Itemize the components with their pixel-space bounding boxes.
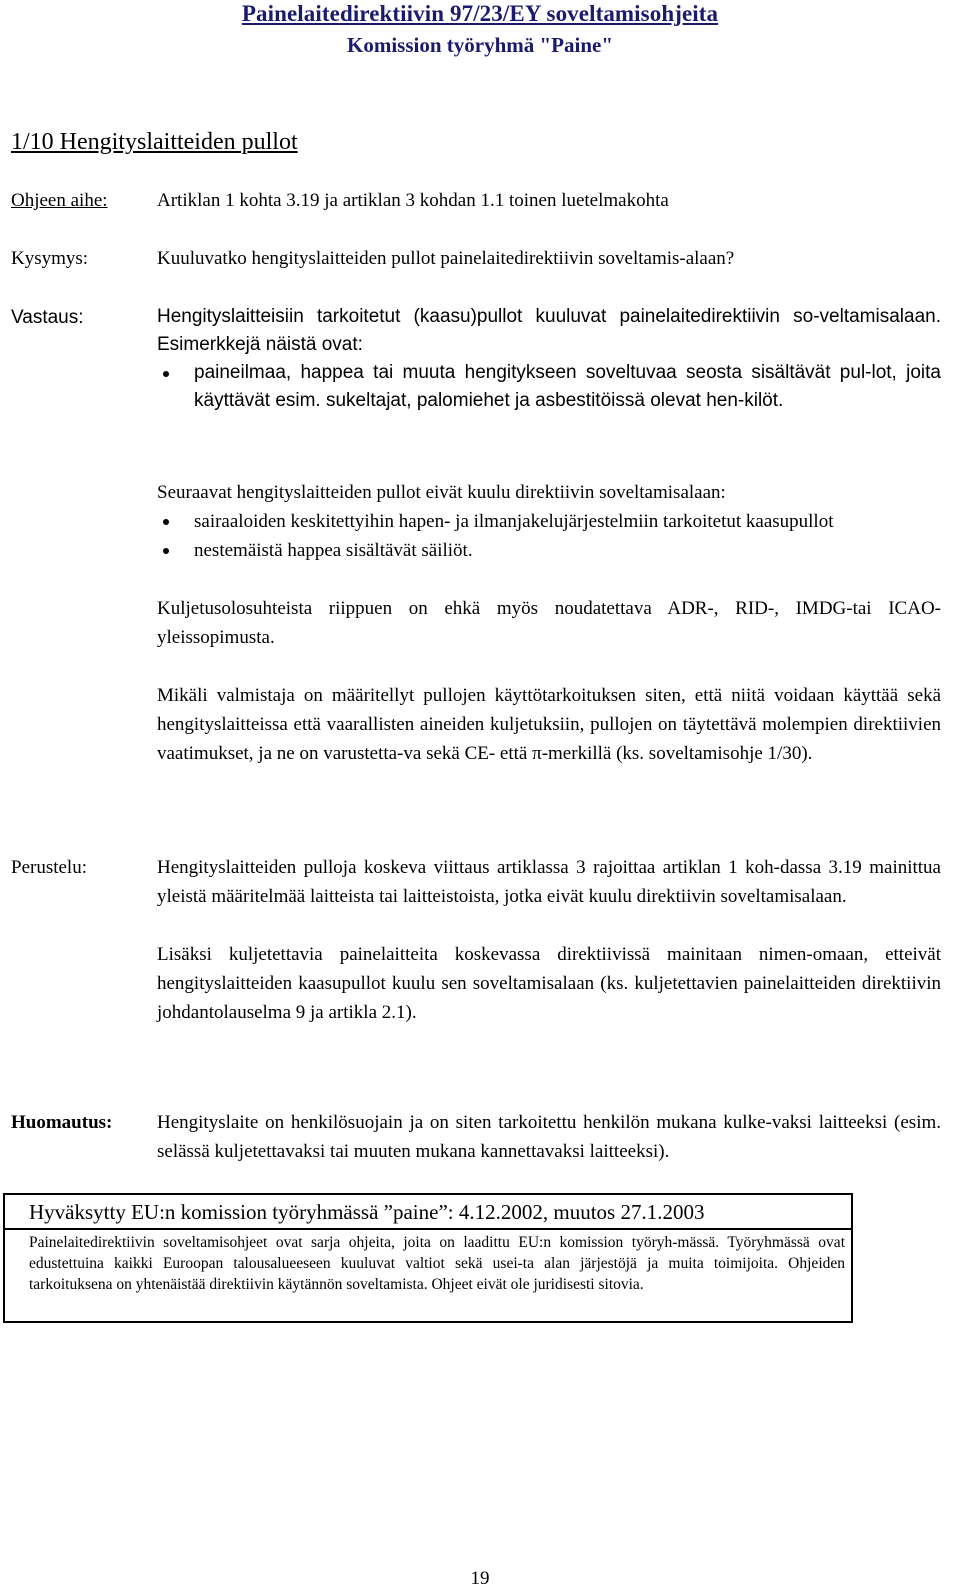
- answer-excluded-block: [157, 478, 941, 768]
- reasoning-paragraph-2: Lisäksi kuljetettavia painelaitteita koskevassa direktiivissä mainitaan nimen-omaan, etteivät hengityslaitteiden kaasupullot kuulu sen soveltamisalaan (ks. kuljetettavien painelaitteiden direktiivin johdantolauselma 9 ja artikla 2.1).: [157, 944, 941, 1023]
- header-subtitle: Komission työryhmä "Paine": [347, 33, 613, 57]
- dual-use-paragraph: Mikäli valmistaja on määritellyt pullojen käyttötarkoituksen siten, että niitä voidaan käyttää sekä hengityslaitteissa että vaarallisten aineiden kuljetuksiin, pullojen on täytettävä molempien direktiivien vaatimukset, ja ne on varustetta-va sekä CE- että π-merkillä (ks. soveltamisohje 1/30).: [157, 685, 941, 764]
- question-label: Kysymys:: [11, 248, 89, 269]
- document-header: [0, 0, 960, 58]
- approval-line: Hyväksytty EU:n komission työryhmässä ”paine”: 4.12.2002, muutos 27.1.2003: [29, 1200, 705, 1224]
- excluded-bullets: [157, 507, 941, 565]
- answer-label: Vastaus:: [11, 307, 84, 328]
- question-text: Kuuluvatko hengityslaitteiden pullot painelaitedirektiivin soveltamis-alaan?: [157, 248, 735, 269]
- note-text: Hengityslaite on henkilösuojain ja on siten tarkoitettu henkilön mukana kulke-vaksi laitteeksi (esim. selässä kuljetettavaksi tai muuten mukana kannettavaksi laitteeksi).: [157, 1112, 941, 1162]
- answer-sans-block: [157, 303, 941, 415]
- approval-footer-box: [3, 1193, 853, 1323]
- excluded-intro: Seuraavat hengityslaitteiden pullot eivät kuulu direktiivin soveltamisalaan:: [157, 482, 726, 503]
- footer-disclaimer: Painelaitedirektiivin soveltamisohjeet ovat sarja ohjeita, joita on laadittu EU:n komission työryh-mässä. Työryhmässä ovat edustettuina kaikki Euroopan talousalueeseen kuuluvat valtiot sekä usei-ta alan järjestöjä ja muita toimijoita. Ohjeiden tarkoituksena on yhtenäistää direktiivin käytännön soveltamista. Ohjeet eivät ole juridisesti sitovia.: [29, 1234, 845, 1293]
- reasoning-label: Perustelu:: [11, 857, 87, 878]
- answer-bullet-1: paineilmaa, happea tai muuta hengitykseen soveltuvaa seosta sisältävät pul-lot, joita käyttävät esim. sukeltajat, palomiehet ja asbestitöissä olevat hen-kilöt.: [157, 359, 941, 415]
- answer-bullets: [157, 359, 941, 415]
- transport-paragraph: Kuljetusolosuhteista riippuen on ehkä myös noudatettava ADR-, RID-, IMDG-tai ICAO-yleissopimusta.: [157, 598, 941, 648]
- answer-intro: Hengityslaitteisiin tarkoitetut (kaasu)pullot kuuluvat painelaitedirektiivin so-veltamisalaan. Esimerkkejä näistä ovat:: [157, 306, 941, 355]
- header-title: Painelaitedirektiivin 97/23/EY soveltamisohjeita: [241, 1, 719, 26]
- footer-divider: [5, 1228, 851, 1230]
- reasoning-paragraph-1: Hengityslaitteiden pulloja koskeva viittaus artiklassa 3 rajoittaa artiklan 1 koh-dassa 3.19 mainittua yleistä määritelmää laitteista tai laitteistoista, jotka eivät kuulu direktiivin soveltamisalaan.: [157, 857, 941, 907]
- page-number: 19: [470, 1568, 490, 1589]
- subject-label: Ohjeen aihe:: [11, 190, 108, 211]
- document-title: 1/10 Hengityslaitteiden pullot: [11, 129, 298, 155]
- excluded-bullet-1: sairaaloiden keskitettyihin hapen- ja ilmanjakelujärjestelmiin tarkoitetut kaasupullot: [157, 507, 941, 536]
- reasoning-block: [157, 853, 941, 1027]
- note-label: Huomautus:: [11, 1112, 113, 1133]
- subject-text: Artiklan 1 kohta 3.19 ja artiklan 3 kohdan 1.1 toinen luetelmakohta: [157, 190, 669, 211]
- excluded-bullet-2: nestemäistä happea sisältävät säiliöt.: [157, 536, 941, 565]
